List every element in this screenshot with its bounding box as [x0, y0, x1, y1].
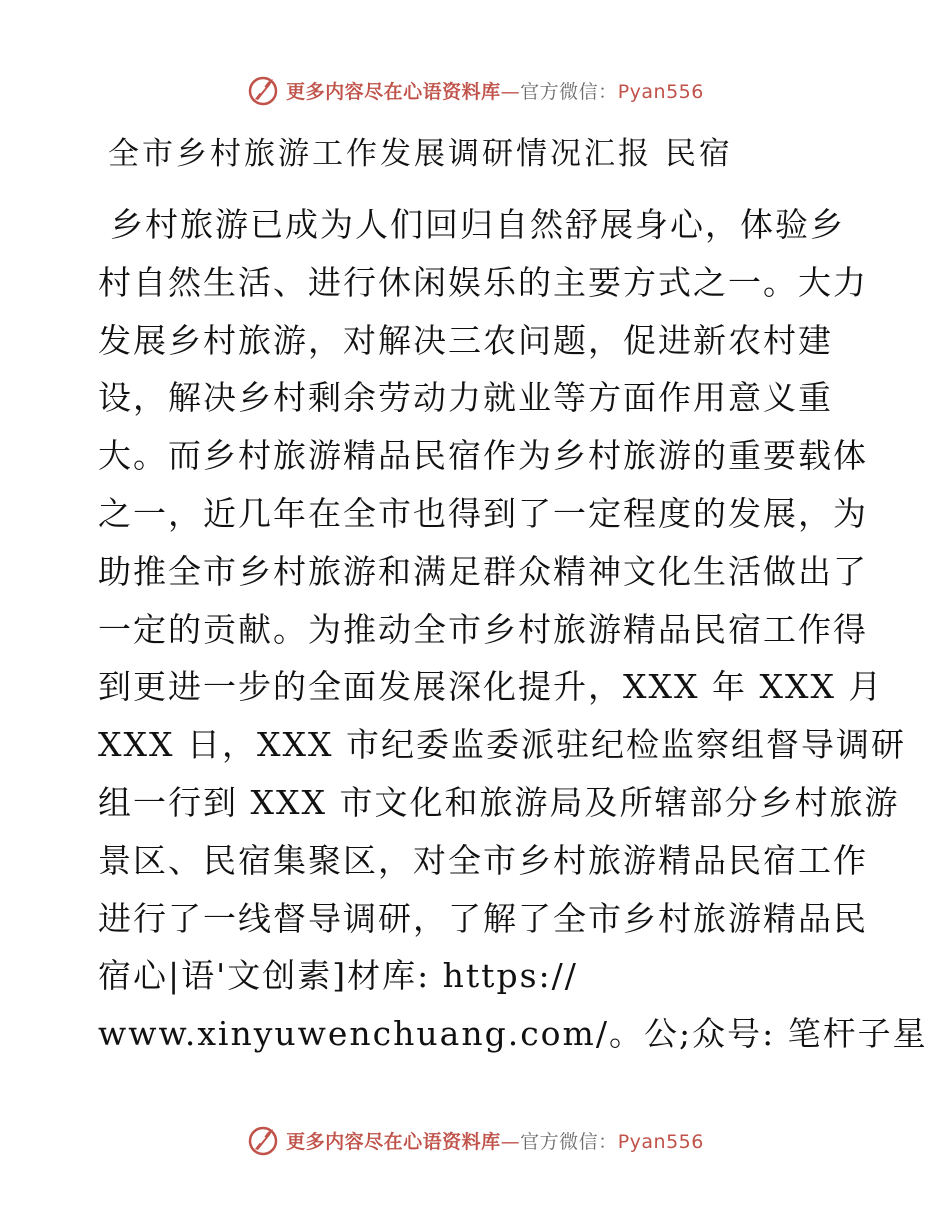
- body-line: 宿心|语'文创素]材库: https://: [98, 956, 578, 996]
- body-line: 村自然生活、进行休闲娱乐的主要方式之一。大力: [98, 262, 868, 302]
- header-banner-main: 更多内容尽在心语资料库: [286, 80, 501, 103]
- body-line: 设，解决乡村剩余劳动力就业等方面作用意义重: [98, 378, 833, 418]
- footer-banner: [0, 1120, 950, 1160]
- body-line: 组一行到 XXX 市文化和旅游局及所辖部分乡村旅游: [98, 782, 900, 822]
- document-title: 全市乡村旅游工作发展调研情况汇报 民宿: [108, 136, 733, 172]
- body-line: 发展乡村旅游，对解决三农问题，促进新农村建: [98, 320, 833, 360]
- body-line: 助推全市乡村旅游和满足群众精神文化生活做出了: [98, 551, 868, 591]
- footer-banner-main: 更多内容尽在心语资料库: [286, 1130, 501, 1153]
- footer-banner-id: Pyan556: [617, 1130, 704, 1153]
- footer-banner-dash: —: [500, 1130, 521, 1153]
- quill-logo-icon: [246, 73, 280, 107]
- header-banner-dash: —: [500, 80, 521, 103]
- body-line: www.xinyuwenchuang.com/。公;众号: 笔杆子星: [98, 1014, 928, 1054]
- body-line: 进行了一线督导调研，了解了全市乡村旅游精品民: [98, 898, 868, 938]
- body-line: XXX 日，XXX 市纪委监委派驻纪检监察组督导调研: [98, 725, 906, 765]
- body-line: 乡村旅游已成为人们回归自然舒展身心，体验乡: [110, 205, 845, 244]
- document-body: [98, 196, 928, 1063]
- footer-banner-label: 官方微信：: [520, 1130, 618, 1153]
- body-line: 景区、民宿集聚区，对全市乡村旅游精品民宿工作: [98, 840, 868, 880]
- body-line: 大。而乡村旅游精品民宿作为乡村旅游的重要载体: [98, 436, 868, 476]
- header-banner-label: 官方微信：: [520, 80, 618, 103]
- body-line: 到更进一步的全面发展深化提升，XXX 年 XXX 月: [98, 667, 884, 707]
- header-banner: [0, 70, 950, 110]
- quill-logo-icon: [246, 1123, 280, 1157]
- body-line: 之一，近几年在全市也得到了一定程度的发展，为: [98, 493, 868, 533]
- header-banner-id: Pyan556: [617, 80, 704, 103]
- body-line: 一定的贡献。为推动全市乡村旅游精品民宿工作得: [98, 609, 868, 649]
